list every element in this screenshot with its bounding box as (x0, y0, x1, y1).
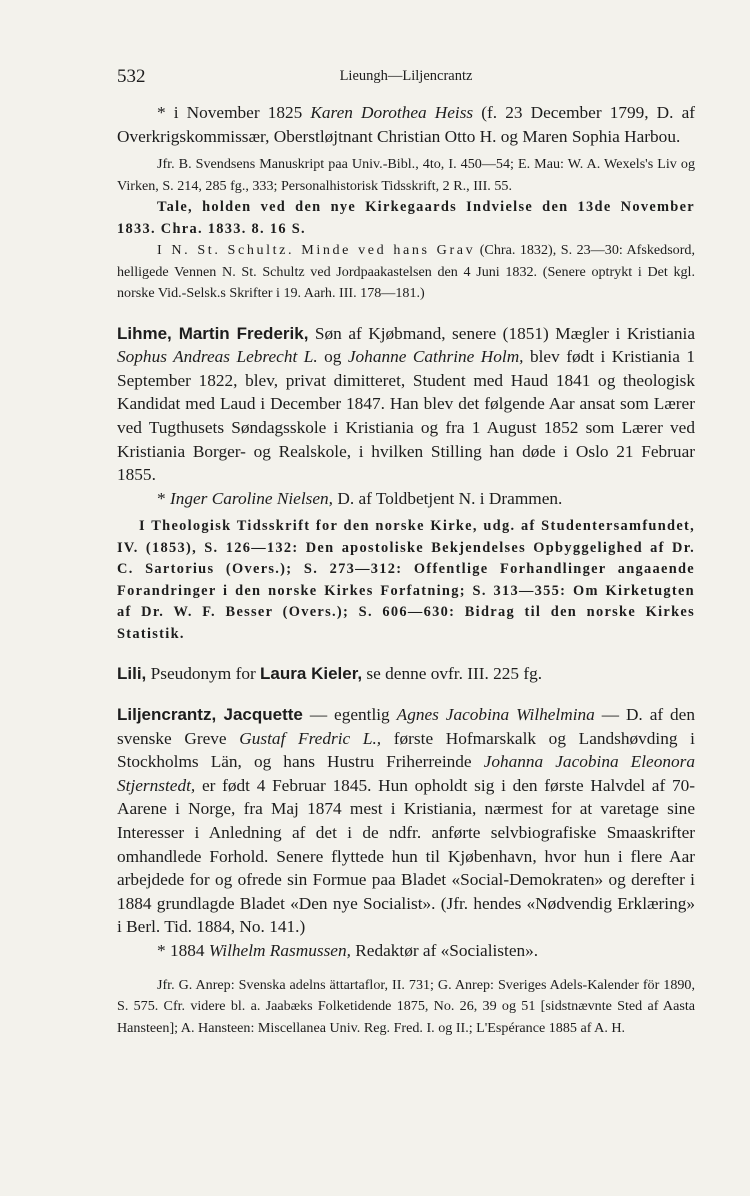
mother-name: Johanna Jacobina Eleonora Stjernstedt, (117, 752, 695, 795)
schultz-title: Minde ved hans Grav (294, 242, 476, 259)
full-name: Agnes Jacobina Wilhelmina (396, 705, 595, 725)
husband-name: Wilhelm Rasmussen, (208, 940, 351, 960)
entry-text: Søn af Kjøbmand, senere (1851) Mægler i Kristiania (308, 323, 695, 343)
liljencrantz-entry (117, 703, 695, 939)
entry-text: — egentlig (302, 705, 397, 725)
wife-name: Karen Dorothea Heiss (310, 103, 474, 122)
lihme-entry (117, 322, 695, 487)
marriage-marker: * (157, 488, 170, 508)
wife-details: (f. 23 December 1799, D. af Overkrigskommissær, Oberstløjtnant Christian Otto H. og Maren Sophia Harbou. (117, 103, 696, 146)
marriage-marker: * i November 1825 (157, 103, 311, 122)
reference-paragraph: Jfr. G. Anrep: Svenska adelns ättartaflor, II. 731; G. Anrep: Sveriges Adels-Kalender för 1890, S. 575. Cfr. videre bl. a. Jaabæks Folketidende 1875, No. 26, 39 og 51 [sidstnævnte Sted af Aasta Hansteen]; A. Hansteen: Miscellanea Univ. Reg. Fred. I. og II.; L'Espérance 1885 af A. H. (117, 976, 695, 1036)
entry-text: blev født i Kristiania 1 September 1822, blev, privat dimitteret, Student med Haud 1841 og theologisk Kandidat med Laud i December 1847. Han blev det følgende Aar ansat som Lærer ved Tugthusets Søndagsskole i Kristiania og fra 1 August 1852 som Lærer ved Kristiania Borger- og Realskole, i hvilken Stilling han døde i Oslo 21 Februar 1855. (117, 347, 695, 485)
father-name: Gustaf Fredric L., (239, 728, 382, 748)
running-title: Lieungh—Liljencrantz (339, 68, 473, 84)
entry-text: første Hofmarskalk og Landshøvding i Stockholms Län, og hans Hustru Friherreinde (117, 728, 695, 772)
entry-name: Lihme, Martin Frederik, (117, 323, 309, 343)
entry-text: se denne ovfr. III. 225 fg. (362, 664, 543, 684)
schultz-author: I N. St. Schultz. (157, 242, 295, 259)
entry-text: og (317, 347, 348, 367)
wife-name: Inger Caroline Nielsen, (169, 488, 334, 508)
entry-text: Pseudonym for (146, 664, 261, 684)
liljencrantz-marriage (117, 939, 695, 963)
marriage-marker: * 1884 (157, 940, 209, 960)
husband-details: Redaktør af «Socialisten». (350, 940, 539, 960)
schultz-reference (117, 240, 695, 305)
cross-reference-name: Laura Kieler, (260, 664, 363, 684)
lili-entry (117, 662, 695, 686)
wife-details: D. af Toldbetjent N. i Drammen. (333, 488, 563, 508)
page-number: 532 (117, 66, 146, 87)
entry-name: Liljencrantz, Jacquette (117, 705, 303, 725)
reference-paragraph: Jfr. B. Svendsens Manuskript paa Univ.-Bibl., 4to, I. 450—54; E. Mau: W. A. Wexels's Liv og Virken, S. 214, 285 fg., 333; Personalhistorisk Tidsskrift, 2 R., III. 55. (117, 156, 695, 194)
schultz-details: (Chra. 1832), S. 23—30: Afskedsord, helligede Vennen N. St. Schultz ved Jordpaakastelsen den 4 Juni 1832. (Senere optrykt i Det kgl. norske Vid.-Selsk.s Skrifter i 19. Aarh. III. 178—181.) (117, 242, 695, 302)
page-header (117, 66, 695, 88)
entry-name: Lili, (117, 664, 147, 684)
mother-name: Johanne Cathrine Holm, (347, 347, 524, 367)
father-name: Sophus Andreas Lebrecht L. (117, 347, 318, 367)
page-body (117, 101, 695, 1039)
work-title-tale: Tale, holden ved den nye Kirkegaards Indvielse den 13de November 1833. Chra. 1833. 8. 16 S. (117, 199, 695, 237)
entry-text: — D. af den svenske Greve (117, 705, 695, 748)
lihme-marriage (117, 487, 695, 511)
entry-text: er født 4 Februar 1845. Hun opholdt sig i den første Halvdel af 70-Aarene i Norge, fra Maj 1874 mest i Kristiania, nærmest for at varetage sine Interesser i Anledning af det i de ndfr. anførte selvbiografiske Smaaskrifter omhandlede Forhold. Senere flyttede hun til Kjøbenhavn, hvor hun i flere Aar arbejdede for og ofrede sin Formue paa Bladet «Social-Demokraten» og derefter i 1884 grundlagde Bladet «Den nye Socialist». (Jfr. hendes «Nødvendig Erklæring» i Berl. Tid. 1884, No. 141.) (117, 775, 695, 937)
works-list-tidsskrift: I Theologisk Tidsskrift for den norske Kirke, udg. af Studentersamfundet, IV. (1853), S. 126—132: Den apostoliske Bekjendelses Opbyggelighed af Dr. C. Sartorius (Overs.); S. 273—312: Offentlige Forhandlinger angaaende Forandringer i den norske Kirkes Forfatning; S. 313—355: Om Kirketugten af Dr. W. F. Besser (Overs.); S. 606—630: Bidrag til den norske Kirkes Statistik. (117, 518, 695, 642)
heiss-paragraph (117, 101, 695, 148)
